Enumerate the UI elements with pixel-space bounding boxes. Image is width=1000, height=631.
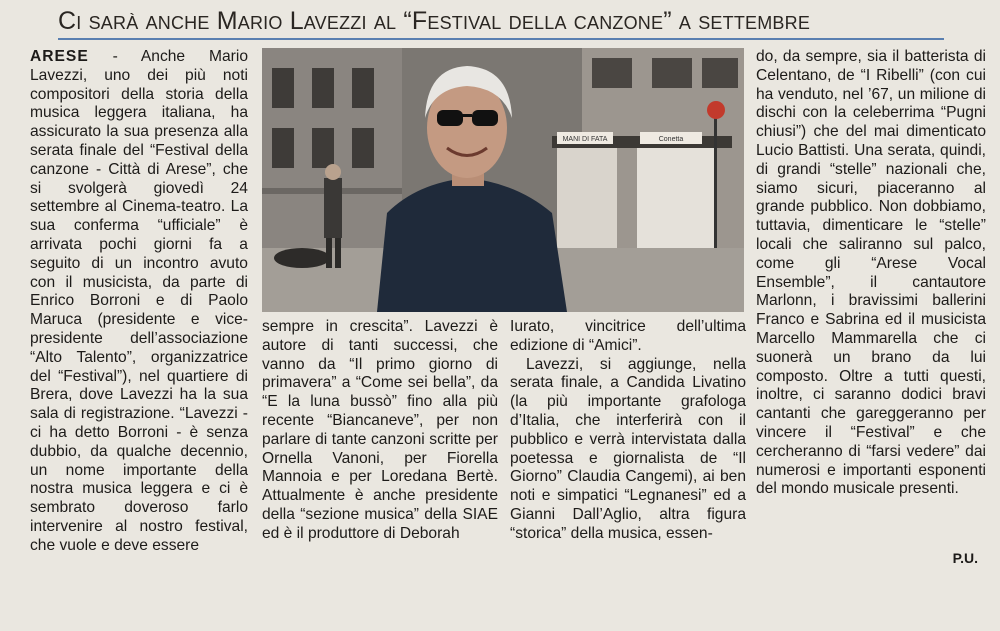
paragraph-text: - Anche Mario Lavezzi, uno dei più noti compositori della storia della musica leggera italiana, ha assicurato la sua presenza alla serata finale del “Festival della canzone - Città di Arese”, che si svolgerà giovedì 24 settembre al Cinema-teatro. La sua conferma “ufficiale” è arrivata pochi giorni fa a seguito di un incontro avuto con il musicista, da parte di Enrico Borroni e di Paolo Maruca (presidente e vice-presidente dell’associazione “Alto Talento”, organizzatrice del “Festival”), nel quartiere di Brera, dove Lavezzi ha la sua sala di registrazione. “Lavezzi - ci ha detto Borroni - è senza dubbio, da qualche decennio, un nome importante della nostra musica leggera e ci è sembrato doveroso farlo intervenire al nostro festival, che vuole e deve essere (30, 48, 248, 554)
headline-underline (58, 38, 944, 40)
dateline-place: ARESE (30, 48, 89, 65)
article-paragraph: Iurato, vincitrice dell’ultima edizione di “Amici”. (510, 318, 746, 354)
article-paragraph: Lavezzi, si aggiunge, nella serata finale, a Candida Livatino (la più importante grafologa d’Italia, che interferirà con il pubblico e verrà intervistata dalla poetessa e giornalista de “Il Giorno” Claudia Cangemi), ai ben noti e simpatici “Legnanesi” ed a Gianni Dall’Aglio, altra figura “storica” della musica, essen- (510, 355, 746, 542)
article-column-4 (756, 48, 986, 499)
article-column-1 (30, 48, 248, 556)
article-column-3 (510, 318, 746, 544)
street-portrait-image (262, 48, 744, 312)
article-paragraph (30, 48, 248, 556)
shop-sign-left: MANI DI FATA (562, 136, 608, 143)
shop-sign-right: Conetta (658, 136, 684, 143)
article-photo (262, 48, 744, 312)
article-column-2 (262, 318, 498, 544)
article-paragraph: do, da sempre, sia il batterista di Celentano, de “I Ribelli” (con cui ha venduto, nel ’67, un milione di dischi con la celeberrima “Pugni chiusi”) che del mai dimenticato Lucio Battisti. Una serata, quindi, di grandi “stelle” nazionali che, siamo sicuri, piaceranno al grande pubblico. Non dobbiamo, tuttavia, dimenticare le “stelle” locali che saliranno sul palco, come gli “Arese Vocal Ensemble”, il cantautore Marlonn, i bravissimi ballerini Franco e Sabrina ed il musicista Marcello Mammarella che ci suonerà un brano da lui composto. Oltre a tutti questi, inoltre, ci saranno dodici bravi cantanti che gareggeranno per vincere il “Festival” e che cercheranno di “farsi vedere” dai numerosi e importanti esponenti del mondo musicale presenti. (756, 48, 986, 498)
author-signature: P.U. (952, 550, 978, 566)
article-headline: Ci sarà anche Mario Lavezzi al “Festival della canzone” a settembre (58, 7, 811, 35)
article-paragraph: sempre in crescita”. Lavezzi è autore di tanti successi, che vanno da “Il primo giorno di primavera” a “Come sei bella”, da “E la luna bussò” fino alla più recente “Biancaneve”, per non parlare di tante canzoni scritte per Ornella Vanoni, per Fiorella Mannoia e per Loredana Bertè. Attualmente è anche presidente della “sezione musica” della SIAE ed è il produttore di Deborah (262, 318, 498, 542)
